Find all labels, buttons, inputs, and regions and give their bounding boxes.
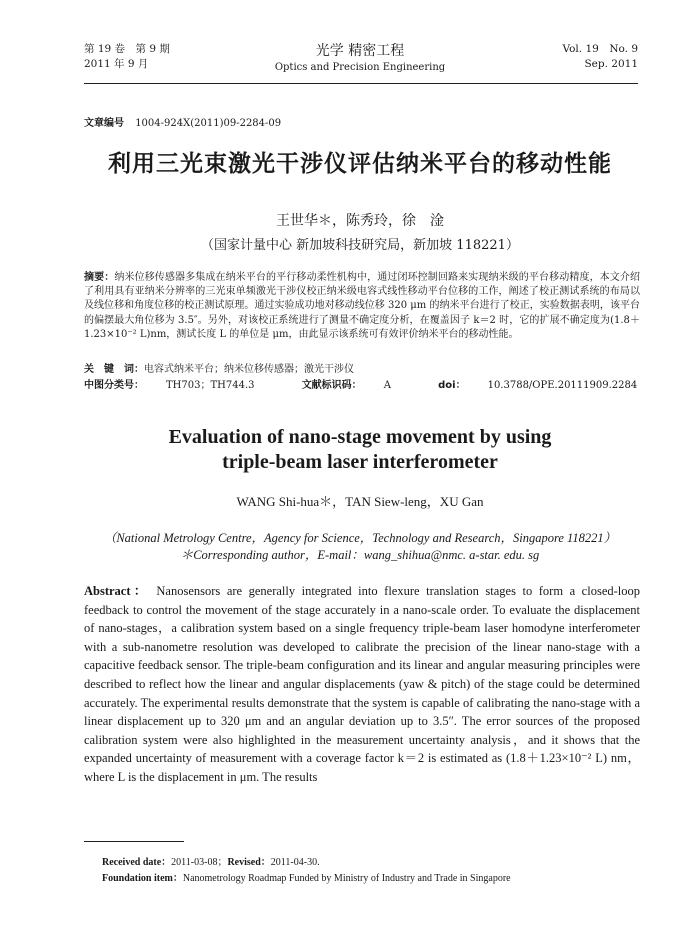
volume-cn: 第 19 卷 第 9 期 [84,43,170,55]
en-title-line2: triple-beam laser interferometer [222,451,498,473]
date-cn: 2011 年 9 月 [84,58,149,70]
en-title-line1: Evaluation of nano-stage movement by using [168,426,552,448]
corresponding-author: ＊Corresponding author，E-mail：wang_shihua@nmc. a-star. edu. sg [180,548,540,562]
received-date: 2011-03-08； [171,857,228,868]
volume-en: Vol. 19 No. 9 [562,43,638,55]
revised-label: Revised： [227,857,271,868]
article-id [84,114,281,129]
journal-cn: 光学 精密工程 [315,43,405,59]
foundation-footnote [102,869,511,884]
header-right [562,42,638,72]
received-footnote [102,853,320,868]
en-abstract [84,582,640,787]
doc-code-value: A [383,380,391,391]
footnote-divider [84,841,184,842]
cn-keywords-text: 电容式纳米平台；纳米位移传感器；激光干涉仪 [144,364,354,375]
article-id-value: 1004-924X(2011)09-2284-09 [135,118,282,129]
en-title [100,425,620,475]
date-en: Sep. 2011 [584,58,638,70]
doi-value: 10.3788/OPE.20111909.2284 [487,380,638,391]
en-authors: WANG Shi-hua＊，TAN Siew-leng，XU Gan [236,494,484,509]
doi-label: doi： [438,380,466,391]
en-affiliation: （National Metrology Centre，Agency for Science，Technology and Research，Singapore 118221） [103,531,617,545]
header-left [84,42,170,72]
doc-code-label: 文献标识码： [301,380,362,391]
clc-label: 中图分类号： [84,380,144,391]
journal-en: Optics and Precision Engineering [274,62,446,73]
cn-abstract [84,271,640,342]
cn-classification [84,376,681,391]
header-center [200,42,520,75]
cn-abstract-label: 摘要： [84,272,115,283]
en-affiliation-block [70,530,650,564]
article-id-label: 文章编号 [84,118,124,129]
en-abstract-text: Nanosensors are generally integrated into flexure translation stages to form a closed-loop feedback to control the movement of the stage accurately in a nano-scale order. To evaluate the displacement of nano-stages，a calibration system based on a single frequency triple-beam laser homodyne interferometer with a sub-nanometre resolution was developed to calibrate the precision of the linear nano-stage with a capacitive feedback sensor. The triple-beam configuration and its linear and angular measuring principles were described to reflect how the linear and angular displacements (yaw & pitch) of the stage could be determined accurately. The experimental results demonstrate that the system is capable of calibrating the nano-stage with a linear displacement up to 320 μm and an angular deviation up to 3.5″. The error sources of the proposed calibration system were also highlighted in the measurement uncertainty analysis，and it shows that the expanded uncertainty of measurement with a coverage factor k＝2 is estimated as (1.8＋1.23×10⁻² L) nm，where L is the displacement in μm. The results [84,584,641,784]
cn-abstract-text: 纳米位移传感器多集成在纳米平台的平行移动柔性机构中，通过闭环控制回路来实现纳米级的平台移动精度，本文介绍了利用具有亚纳米分辨率的三光束单频激光干涉仪校正纳米级电容式线性移动平台位移的工作，阐述了校正测试系统的布局以及线位移和角度位移的校正测试原理。通过实验成功地对移动线位移 320 μm 的纳米平台进行了校正，实验数据表明，该平台的偏摆最大角位移为 3.5″。另外，对该校正系统进行了测量不确定度分析，在覆盖因子 k＝2 时，它的扩展不确定度为(1.8＋1.23×10⁻² L)nm，测试长度 L 的单位是 μm，由此显示该系统可有效评价纳米平台的移动性能。 [84,272,641,340]
cn-affiliation: （国家计量中心 新加坡科技研究局，新加坡 118221） [201,238,519,253]
cn-keywords-label: 关 键 词： [84,364,144,375]
en-abstract-label: Abstract： [84,584,150,598]
clc-value: TH703；TH744.3 [166,380,255,391]
received-label: Received date： [102,857,172,868]
cn-title: 利用三光束激光干涉仪评估纳米平台的移动性能 [108,151,612,177]
cn-keywords [84,360,354,375]
revised-date: 2011-04-30. [270,857,320,868]
cn-authors: 王世华＊，陈秀玲，徐 淦 [276,213,444,229]
header-divider [84,83,638,84]
foundation-label: Foundation item： [102,873,183,884]
foundation-text: Nanometrology Roadmap Funded by Ministry of Industry and Trade in Singapore [182,873,511,884]
